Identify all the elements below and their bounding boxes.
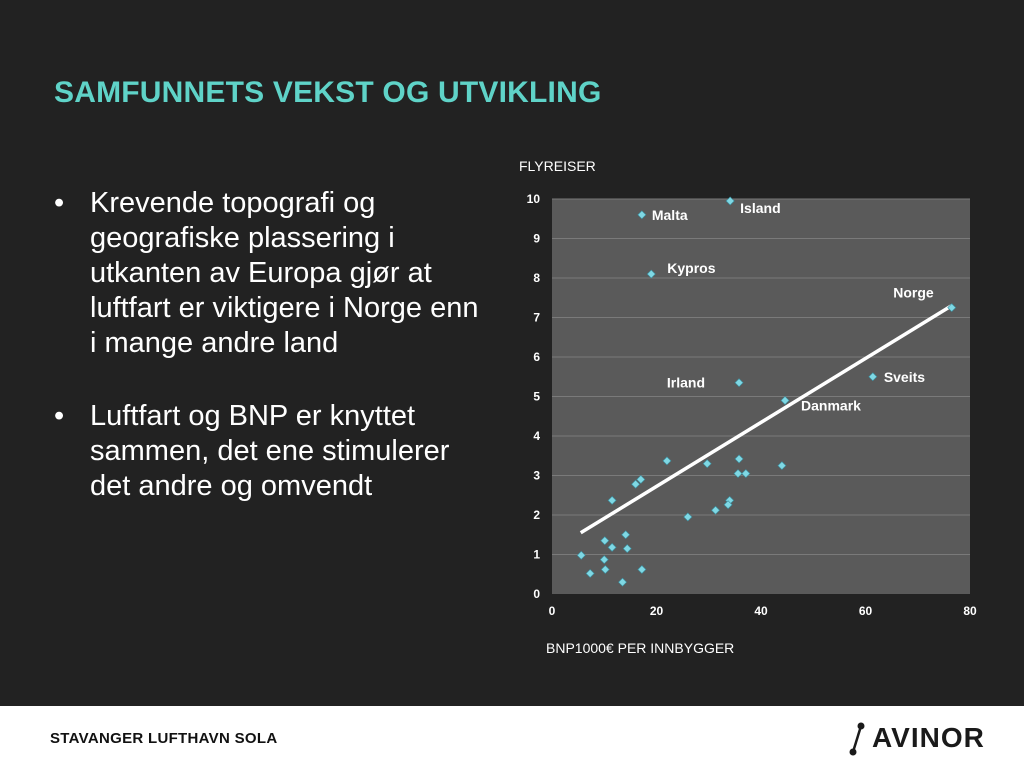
x-tick-label: 0 (548, 604, 556, 618)
page-title: SAMFUNNETS VEKST OG UTVIKLING (54, 76, 602, 109)
y-tick-label: 4 (533, 429, 540, 443)
bullet-marker: • (54, 187, 65, 219)
y-tick-label: 8 (533, 271, 540, 285)
y-tick-label: 10 (526, 192, 540, 206)
y-axis-label: FLYREISER (519, 158, 596, 174)
logo-mark-icon (846, 720, 868, 760)
bullet-item (52, 186, 492, 361)
point-label: Malta (651, 206, 688, 223)
x-tick-label: 80 (963, 604, 977, 618)
bullet-item (52, 399, 492, 504)
y-tick-label: 5 (533, 389, 540, 404)
avinor-logo (846, 718, 996, 758)
point-label: Island (740, 199, 781, 216)
y-tick-label: 0 (533, 587, 540, 601)
point-label: Danmark (801, 397, 861, 414)
x-axis-label: BNP1000€ PER INNBYGGER (546, 640, 735, 656)
point-label: Kypros (667, 260, 716, 277)
y-tick-label: 9 (533, 231, 540, 246)
y-tick-label: 7 (533, 310, 540, 325)
footer-bar (0, 706, 1024, 768)
bullet-list (52, 186, 492, 542)
point-label: Norge (893, 284, 934, 301)
scatter-chart (500, 150, 1000, 670)
x-tick-label: 60 (858, 604, 873, 618)
logo-text: AVINOR (872, 722, 985, 753)
x-tick-label: 40 (754, 604, 768, 618)
bullet-text: Luftfart og BNP er knyttet sammen, det ene stimulerer det andre og omvendt (90, 400, 450, 502)
bullet-marker: • (54, 400, 65, 432)
footer-text: STAVANGER LUFTHAVN SOLA (50, 730, 278, 747)
y-tick-label: 2 (533, 508, 540, 522)
point-label: Sveits (883, 368, 926, 385)
bullet-text: Krevende topografi og geografiske plassering i utkanten av Europa gjør at luftfart er viktigere i Norge enn i mange andre land (90, 187, 479, 359)
y-tick-label: 3 (533, 468, 540, 483)
y-tick-label: 6 (533, 350, 540, 364)
y-tick-label: 1 (533, 547, 540, 562)
x-tick-label: 20 (649, 604, 664, 618)
point-label: Irland (666, 374, 706, 391)
